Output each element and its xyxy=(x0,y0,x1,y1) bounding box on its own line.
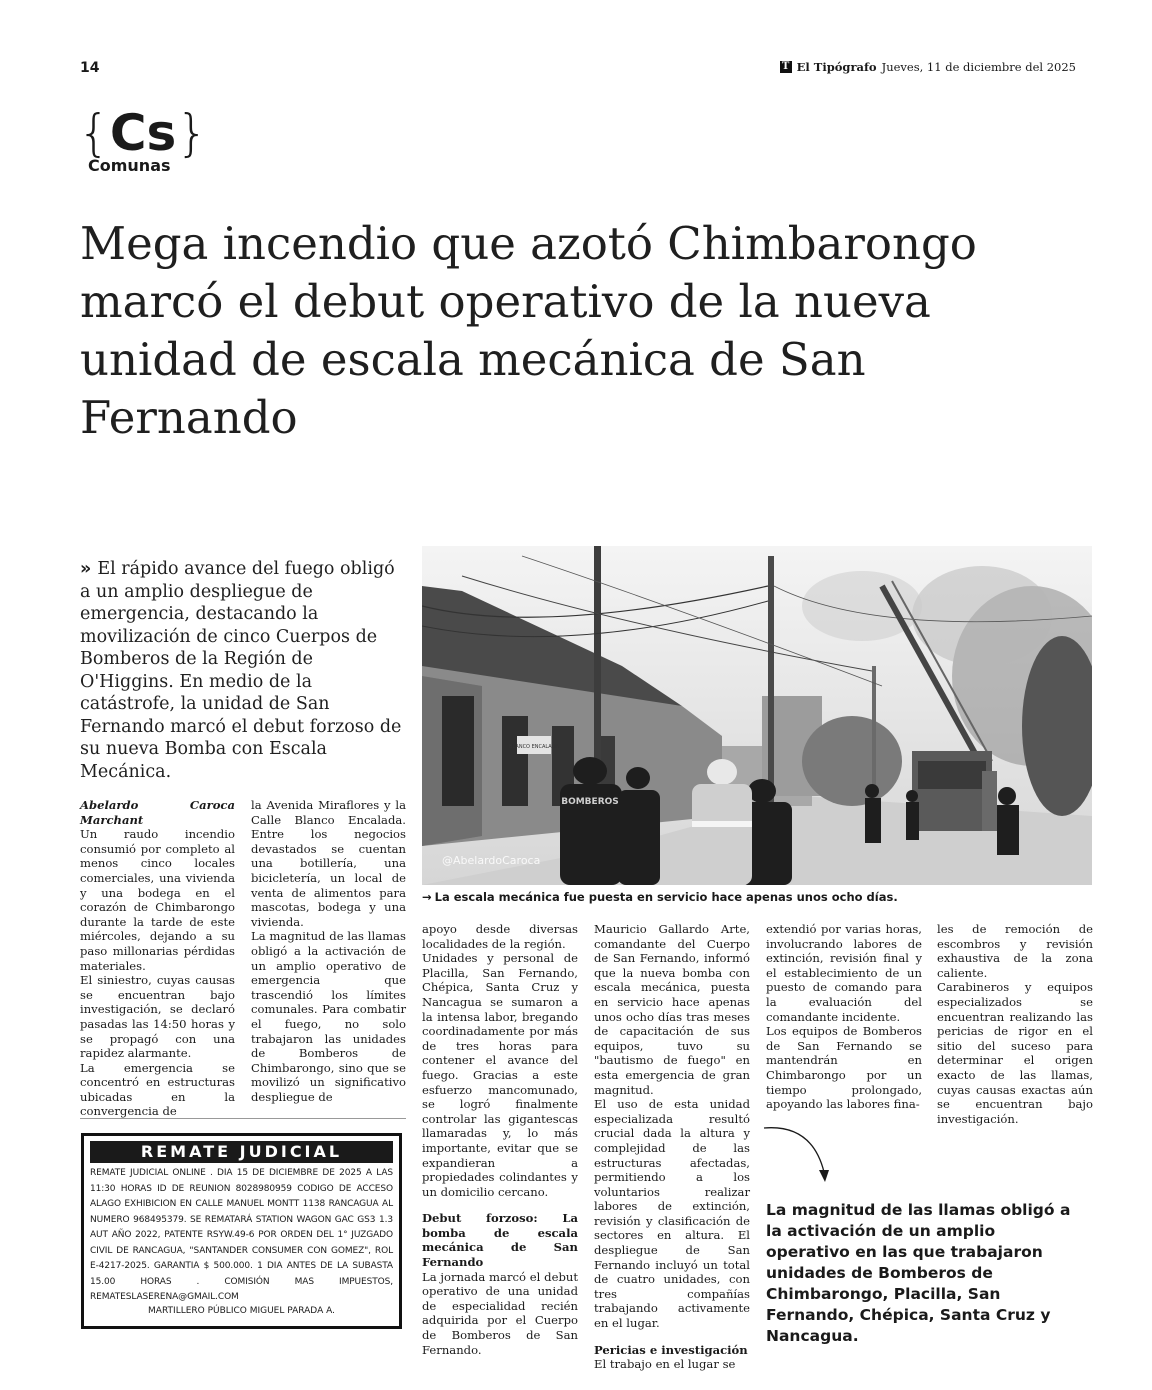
paragraph: Un raudo incendio consumió por completo al menos cinco locales comerciales, una vivienda y una bodega en el corazón de Chimbarongo durante la tarde de este miércoles, dejando a su paso millonarias pérdidas materiales. xyxy=(80,827,235,973)
jacket-label: BOMBEROS xyxy=(561,797,619,807)
street-sign: BLANCO ENCALADA xyxy=(509,744,559,750)
section-logo xyxy=(78,104,209,175)
paragraph: les de remoción de escombros y revisión exhaustiva de la zona caliente. xyxy=(937,922,1093,980)
article-column-3 xyxy=(422,922,578,1357)
section-label: Comunas xyxy=(88,156,171,175)
ad-signature: MARTILLERO PÚBLICO MIGUEL PARADA A. xyxy=(148,1305,335,1316)
brace-open-icon: { xyxy=(78,104,110,162)
caption-arrow-icon: → xyxy=(422,890,432,904)
paragraph: la Avenida Miraflores y la Calle Blanco Encalada. Entre los negocios devastados se cuentan una botillería, una bicicletería, un local de venta de alimentos para mascotas, bodega y una vivienda. xyxy=(251,798,406,929)
lead-quote-icon: » xyxy=(80,559,92,579)
paragraph: apoyo desde diversas localidades de la región. xyxy=(422,922,578,951)
article-column-1 xyxy=(80,798,235,1119)
section-initials: Cs xyxy=(109,104,177,162)
paragraph: El trabajo en el lugar se xyxy=(594,1357,736,1372)
tipografo-logo-icon: T xyxy=(780,61,792,73)
publication-date: Jueves, 11 de diciembre del 2025 xyxy=(881,60,1076,74)
page-number: 14 xyxy=(80,60,100,76)
brace-close-icon: } xyxy=(176,104,209,162)
subheading: Debut forzoso: La bomba de escala mecánica de San Fernando xyxy=(422,1211,578,1270)
article-column-6 xyxy=(937,922,1093,1126)
paragraph: Carabineros y equipos especializados se encuentran realizando las pericias de rigor en el sitio del suceso para determinar el origen exacto de las llamas, cuyas causas exactas aún se encuentran bajo investigación. xyxy=(937,980,1093,1126)
section-mark xyxy=(78,104,209,162)
article-column-4 xyxy=(594,922,750,1372)
paragraph: El siniestro, cuyas causas se encuentran bajo investigación, se declaró pasadas las 14:50 horas y se propagó con una rapidez alarmante. xyxy=(80,973,235,1061)
divider xyxy=(80,1118,406,1119)
remate-judicial-ad xyxy=(81,1133,402,1329)
subheading: Pericias e investigación xyxy=(594,1342,748,1357)
article-lead xyxy=(80,558,410,783)
article-column-2 xyxy=(251,798,406,1104)
paragraph: La emergencia se concentró en estructuras ubicadas en la convergencia de xyxy=(80,1060,235,1119)
byline: Abelardo Caroca Marchant xyxy=(80,798,235,827)
fire-scene-illustration xyxy=(422,546,1092,885)
masthead xyxy=(780,60,1076,74)
article-photo xyxy=(422,546,1092,885)
paragraph: El uso de esta unidad especializada resultó crucial dada la altura y complejidad de las estructuras afectadas, permitiendo a los voluntarios realizar labores de extinción, revisión y clasificación de sectores en altura. El despliegue de San Fernando incluyó un total de cuatro unidades, con tres compañías trabajando activamente en el lugar. xyxy=(594,1097,750,1331)
publication-name: El Tipógrafo xyxy=(796,60,877,74)
ad-title: REMATE JUDICIAL xyxy=(90,1141,393,1163)
paragraph: Mauricio Gallardo Arte, comandante del Cuerpo de San Fernando, informó que la nueva bomba con escala mecánica, puesta en servicio hace apenas unos ocho días tras meses de capacitación de sus equipos, tuvo su "bautismo de fuego" en esta emergencia de gran magnitud. xyxy=(594,922,750,1097)
paragraph: La jornada marcó el debut operativo de una unidad de especialidad recién adquirida por el Cuerpo de Bomberos de San Fernando. xyxy=(422,1269,578,1357)
article-column-5 xyxy=(766,922,922,1112)
paragraph: Unidades y personal de Placilla, San Fernando, Chépica, Santa Cruz y Nancagua se sumaron a la intensa labor, bregando coordinadamente por más de tres horas para contener el avance del fuego. Gracias a este esfuerzo mancomunado, se logró finalmente controlar las gigantescas llamaradas y, lo más importante, evitar que se expandieran a propiedades colindantes y un domicilio cercano. xyxy=(422,951,578,1199)
photo-credit: @AbelardoCaroca xyxy=(442,854,541,867)
paragraph: La magnitud de las llamas obligó a la activación de un amplio operativo de emergencia que trascendió los límites comunales. Para combatir el fuego, no solo trabajaron las unidades de Bomberos de Chimbarongo, sino que se movilizó un significativo despliegue de xyxy=(251,929,406,1104)
pull-quote: La magnitud de las llamas obligó a la activación de un amplio operativo en las que trabajaron unidades de Bomberos de Chimbarongo, Placilla, San Fernando, Chépica, Santa Cruz y Nancagua. xyxy=(766,1201,1071,1345)
photo-caption xyxy=(422,890,1092,904)
paragraph: extendió por varias horas, involucrando labores de extinción, revisión final y el establecimiento de un puesto de comando para la evaluación del comandante incidente. xyxy=(766,922,922,1024)
curved-arrow-icon xyxy=(762,1122,842,1192)
article-headline: Mega incendio que azotó Chimbarongo marcó el debut operativo de la nueva unidad de escala mecánica de San Fernando xyxy=(80,217,977,444)
caption-text: La escala mecánica fue puesta en servicio hace apenas unos ocho días. xyxy=(434,890,898,904)
paragraph: Los equipos de Bomberos de San Fernando se mantendrán en Chimbarongo por un tiempo prolongado, apoyando las labores fina- xyxy=(766,1024,922,1112)
lead-text: El rápido avance del fuego obligó a un amplio despliegue de emergencia, destacando la movilización de cinco Cuerpos de Bomberos de la Región de O'Higgins. En medio de la catástrofe, la unidad de San Fernando marcó el debut forzoso de su nueva Bomba con Escala Mecánica. xyxy=(80,559,402,782)
ad-body: REMATE JUDICIAL ONLINE . DIA 15 DE DICIEMBRE DE 2025 A LAS 11:30 HORAS ID DE REUNION 8028980959 CODIGO DE ACCESO ALAGO EXHIBICION EN CALLE MANUEL MONTT 1138 RANCAGUA AL NUMERO 968495379. SE REMATARÁ STATION WAGON GAC GS3 1.3 AUT AÑO 2022, PATENTE RSYW.49-6 POR ORDEN DEL 1° JUZGADO CIVIL DE RANCAGUA, "SANTANDER CONSUMER CON GOMEZ", ROL E-4217-2025. GARANTIA $ 500.000. 1 DIA ANTES DE LA SUBASTA 15.00 HORAS . COMISIÓN MAS IMPUESTOS, REMATESLASERENA@GMAIL.COM xyxy=(90,1168,393,1302)
